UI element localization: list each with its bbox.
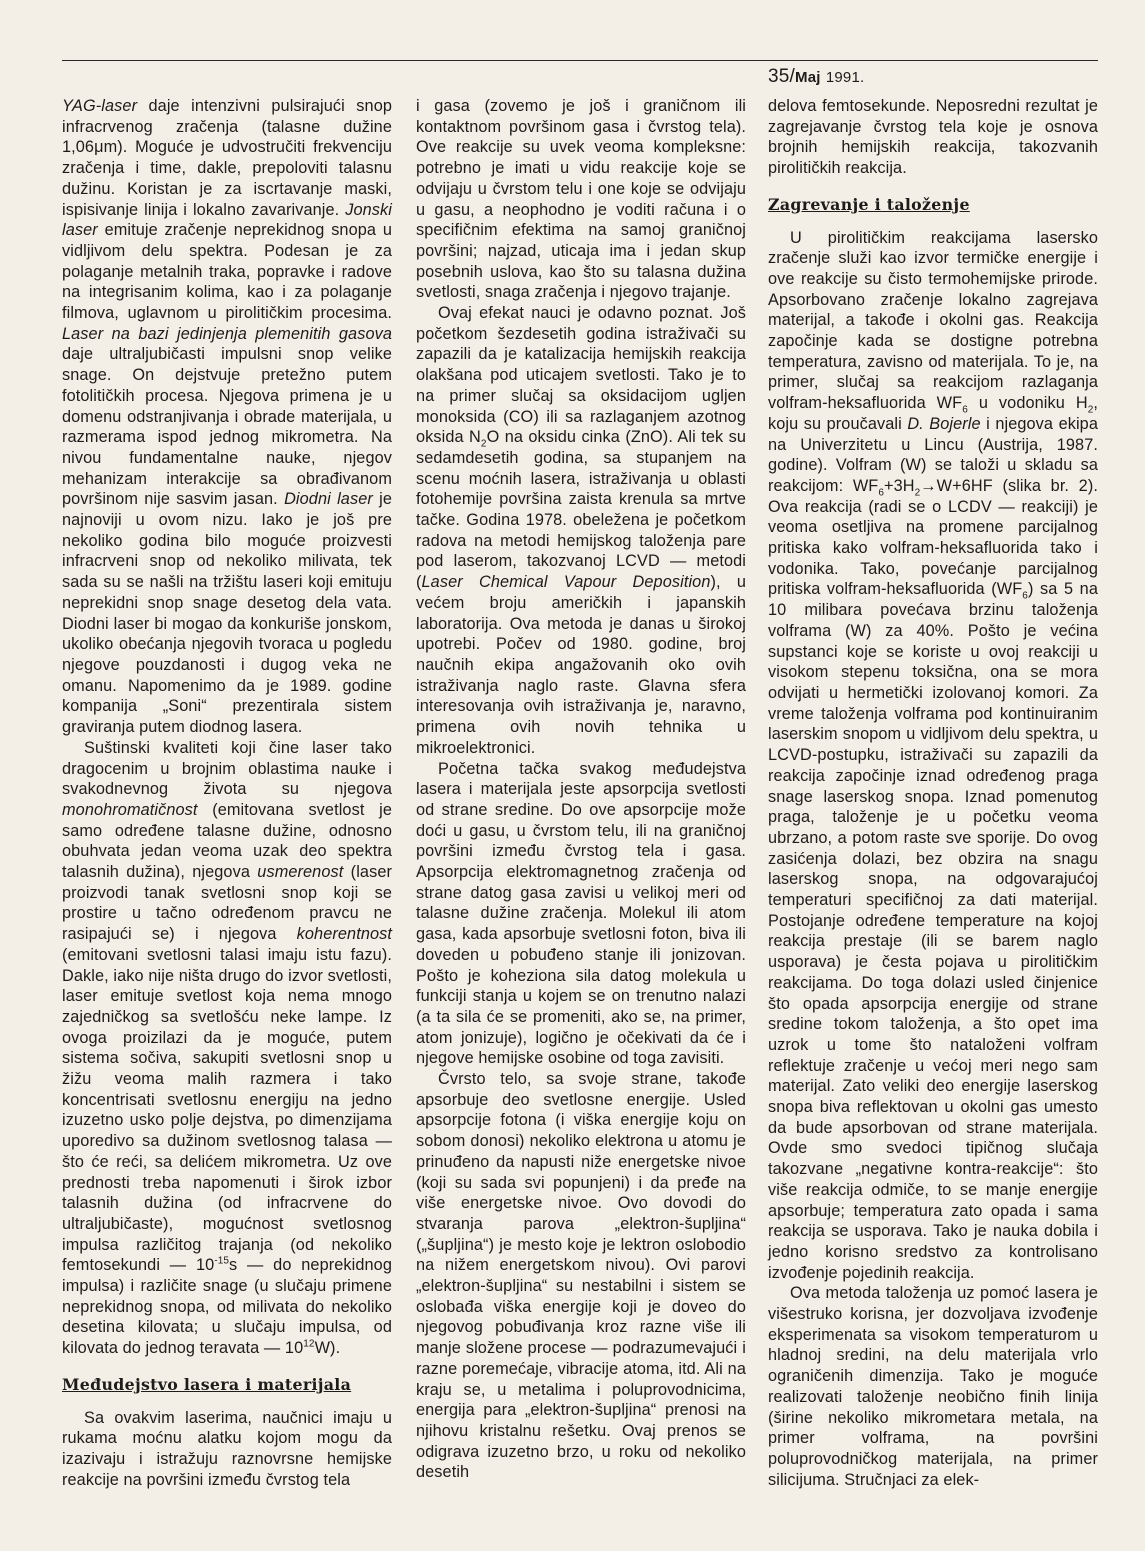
script-text: 2: [480, 438, 487, 450]
text-run: Početna tačka svakog međudejstva lasera i materijala jeste apsorpcija svetlosti od strane sredine. Do ove apsorpcije može doći u gasu, u čvrstom telu, ili na graničnoj površini između čvrstog tela i gasa. Apsorpcija elektromagnetnog zračenja od strane datog gasa zavisi u velikoj meri od talasne dužine zračenja. Molekul ili atom gasa, kada apsorbuje svetlosni foton, biva ili doveden u pobuđeno stanje ili jonizovan. Pošto je koheziona sila datog molekula u funkciji stanja u kojem se on trenutno nalazi (a ta sila će se promeniti, ako se, na primer, atom jonizuje), logično je očekivati da će i njegove hemijske osobine od toga zavisiti.: [416, 759, 746, 1068]
text-run: U pirolitičkim reakcijama lasersko zračenje služi kao izvor termičke energije i ove reakcije su čisto termohemijske prirode. Apsorbovano zračenje lokalno zagrejava materijal, a takođe i okolni gas. Reakcija započinje kada se dostigne potrebna temperatura, zavisno od materijala. To je, na primer, slučaj sa reakcijom razlaganja volfram-heksafluorida WF: [768, 228, 1098, 413]
emphasis-text: monohromatičnost: [62, 800, 198, 819]
text-run: delova femtosekunde. Neposredni rezultat je zagrejavanje čvrstog tela koje je osnova brojnih hemijskih reakcija, takozvanih pirolitičkih reakcija.: [768, 97, 1098, 178]
paragraph: [416, 759, 746, 1070]
text-run: daje ultraljubičasti impulsni snop velike snage. On dejstvuje pretežno putem fotolitičkih procesa. Njegova primena je u domenu odstranjivanja i obrade materijala, u razmerama ispod jednog mikrometra. Na nivou fundamentalne nauke, njegov mehanizam interakcije sa obrađivanom površinom nije sasvim jasan.: [62, 345, 392, 509]
text-run: i njegova ekipa na Univerzitetu u Lincu (Austrija, 1987. godine). Volfram (W) se taloži u skladu sa reakcijom: WF: [768, 414, 1098, 495]
emphasis-text: Laser Chemical Vapour Deposition: [421, 573, 711, 592]
text-run: Sa ovakvim laserima, naučnici imaju u rukama moćnu alatku kojom mogu da izazivaju i istražuju raznovrsne hemijske reakcije na površini između čvrstog tela: [62, 1408, 392, 1489]
text-run: ), u većem broju američkih i japanskih laboratorija. Ova metoda je danas u širokoj upotrebi. Počev od 1980. godine, broj naučnih ekipa angažovanih oko ovih istraživanja naglo raste. Glavna sfera interesovanja ovih istraživanja je, naravno, primena ovih novih tehnika u mikroelektronici.: [416, 573, 746, 757]
script-text: 6: [962, 404, 968, 416]
page-header: [768, 66, 864, 88]
page-number: 35/: [768, 66, 796, 87]
text-run: Ova metoda taloženja uz pomoć lasera je višestruko korisna, jer dozvoljava izvođenje eksperimenata sa visokom temperaturom u hladnoj sredini, na delu materijala vrlo ograničenih dimenzija. Tako je moguće realizovati taloženje neobično finih linija (širine nekoliko mikrometara metala, na primer volframa, na površini poluprovodničkog materijala, na primer silicijuma. Stručnjaci za elek-: [768, 1284, 1098, 1489]
issue-month: Maj: [795, 69, 821, 86]
header-rule: [62, 60, 1098, 61]
paragraph: [768, 96, 1098, 179]
emphasis-text: Jonski laser: [62, 200, 392, 240]
emphasis-text: Diodni laser: [284, 490, 373, 509]
text-run: (emitovani svetlosni talasi imaju istu fazu). Dakle, iako nije ništa drugo do izvor svetlosti, laser emituje svetlost koja nema mnogo zajedničkog sa svetlošću neke lampe. Iz ovoga proizilazi da je moguće, putem sistema sočiva, sakupiti svetlosni snop u žižu veoma malih razmera i tako koncentrisati svetlosnu energiju na jedno izuzetno usko polje dejstva, po dimenzijama uporedivo sa dužinom svetlosnog talasa — što će reći, sa delićem mikrometra. Uz ove prednosti treba napomenuti i širok izbor talasnih dužina (od infracrvene do ultraljubičaste), mogućnost svetlosnog impulsa različitog trajanja (od nekoliko femtosekundi — 10: [62, 945, 392, 1275]
text-run: s — do neprekidnog impulsa) i različite snage (u slučaju primene neprekidnog snopa, od milivata do nekoliko desetina kilovata; u slučaju impulsa, od kilovata do jednog teravata — 10: [62, 1256, 392, 1358]
text-run: →W+6HF (slika br. 2). Ova reakcija (radi se o LCDV — reakciji) je veoma osetljiva na promene parcijalnog pritiska kako volfram-heksafluorida tako i vodonika. Tako, povećanje parcijalnog pritiska volfram-heksafluorida (WF: [768, 476, 1098, 599]
paragraph: [416, 303, 746, 758]
emphasis-text: Laser na bazi jedinjenja plemenitih gasova: [62, 324, 392, 343]
script-text: 12: [303, 1338, 315, 1350]
paragraph: [62, 96, 392, 738]
paragraph: [768, 228, 1098, 1284]
text-column-3: [768, 96, 1098, 1490]
emphasis-text: D. Bojerle: [907, 414, 981, 433]
text-run: Čvrsto telo, sa svoje strane, takođe apsorbuje deo svetlosne energije. Usled apsorpcije fotona (i viška energije koju on sobom donosi) nekoliko elektrona u atomu je prinuđeno da napusti niže energetske nivoe (koji su sada svi popunjeni) i da pređe na više energetske nivoe. Ovo dovodi do stvaranja parova „elektron-šupljina“ („šupljina“) je mesto koje je lektron oslobodio na nižem energetskom nivou). Ovi parovi „elektron-šupljina“ su nestabilni i sistem se oslobađa viška energije koji je doveo do njegovog pobuđivanja kroz razne više ili manje složene procese — podrazumevajući i razne poremećaje, vibracije atoma, itd. Ali na kraju se, u metalima i poluprovodnicima, energija para „elektron-šupljina“ prenosi na njihovu kristalnu rešetku. Ovaj prenos se odigrava izuzetno brzo, u roku od nekoliko desetih: [416, 1070, 746, 1482]
issue-year: 1991.: [825, 69, 865, 86]
script-text: -15: [214, 1255, 230, 1267]
emphasis-text: koherentnost: [296, 925, 392, 944]
paragraph: [768, 1283, 1098, 1490]
text-run: , koju su proučavali: [768, 394, 1098, 433]
section-heading: Zagrevanje i taloženje: [768, 194, 970, 214]
emphasis-text: YAG-laser: [62, 97, 138, 115]
text-run: u vodoniku H: [967, 394, 1088, 413]
text-run: Ovaj efekat nauci je odavno poznat. Još početkom šezdesetih godina istraživači su zapazili da je katalizacija hemijskih reakcija olakšana pod uticajem svetlosti. Tako je to na primer slučaj sa oksidacijom ugljen monoksida (CO) ili sa razlaganjem azotnog oksida N: [416, 304, 746, 447]
text-run: (laser proizvodi tanak svetlosni snop koji se prostire u tačno određenom pravcu ne rasipajući se) i njegova: [62, 863, 392, 944]
text-run: O na oksidu cinka (ZnO). Ali tek su sedamdesetih godina, sa stupanjem na scenu moćnih lasera, istraživanja u oblasti fotohemije površina zaista krenula sa mrtve tačke. Godina 1978. obeležena je početkom radova na metodi hemijskog taloženja pare pod laserom, takozvanoj LCVD — metodi (: [416, 428, 746, 592]
text-column-1: [62, 96, 392, 1490]
text-run: (emitovana svetlost je samo određene talasne dužine, odnosno obuhvata jedan veoma uzak deo spektra talasnih dužina), njegova: [62, 800, 392, 882]
paragraph: [62, 738, 392, 1359]
script-text: 2: [914, 487, 921, 499]
text-run: i gasa (zovemo je još i graničnom ili kontaktnom površinom gasa i čvrstog tela). Ove reakcije su uvek veoma kompleksne: potrebno je imati u vidu reakcije koje se odvijaju u čvrstom telu i one koje se odvijaju u gasu, a neophodno je voditi računa i o specifičnim efektima na samoj graničnoj površini; najzad, uticaja ima i jedan skup posebnih uslova, kao što su talasna dužina svetlosti, snaga zračenja i njegovo trajanje.: [416, 97, 746, 302]
text-run: daje intenzivni pulsirajući snop infracrvenog zračenja (talasne dužine 1,06μm). Moguće je udvostručiti frekvenciju zračenja i time, dakle, prepoloviti talasnu dužinu. Koristan je za iscrtavanje maski, ispisivanje linija i lokalno zavarivanje.: [62, 97, 392, 219]
script-text: 6: [878, 487, 884, 499]
text-column-2: [416, 96, 746, 1483]
script-text: 6: [1022, 590, 1028, 602]
script-text: 2: [1087, 404, 1094, 416]
text-run: emituje zračenje neprekidnog snopa u vidljivom delu spektra. Podesan je za polaganje metalnih traka, popravke i radove na integrisanim kolima, kao i za polaganje filmova, uglavnom u pirolitičkim procesima.: [62, 221, 392, 323]
section-heading: Međudejstvo lasera i materijala: [62, 1374, 352, 1394]
text-run: ) sa 5 na 10 milibara povećava brzinu taloženja volframa (W) za 40%. Pošto je većina supstanci koje se koriste u ovoj reakciji u visokom stepenu toksična, ona se mora odvijati u hermetički izolovanoj komori. Za vreme taloženja volframa pod kontinuiranim laserskim snopom u vidljivom delu spektra, u LCVD-postupku, istraživači su zapazili da reakcija započinje iznad određenog praga snage laserskog snopa. Iznad pomenutog praga, taloženje je u početku veoma ubrzano, a potom raste sve sporije. Do ovog zasićenja dolazi, bez obzira na snagu laserskog snopa, na odgovarajućoj temperaturi specifičnoj za dati materijal. Postojanje određene temperature na kojoj reakcija prestaje (ili se barem naglo usporava) je česta pojava u pirolitičkim reakcijama. Do toga dolazi usled činjenice što opada apsorpcija energije od strane sredine tokom taloženja, a što opet ima uzrok u tome što nataloženi volfram reflektuje zračenje u većoj meri nego sam materijal. Zato veliki deo energije laserskog snopa biva reflektovan u okolni gas umesto da bude apsorbovan od strane materijala. Ovde smo svedoci tipičnog slučaja takozvane „negativne kontra-reakcije“: što više reakcija odmiče, to se manje energije apsorbuje; temperatura zato opada i sama reakcija se usporava. Tako je nauka dobila i jedno korisno sredstvo za kontrolisano izvođenje pojedinih reakcija.: [768, 580, 1098, 1282]
paragraph: [416, 96, 746, 303]
text-run: W).: [314, 1339, 341, 1358]
text-run: je najnoviji u ovom nizu. Iako je još pre nekoliko godina bilo moguće proizvesti infracrveni snop od nekoliko milivata, tek sada su se našli na tržištu laseri koji emituju neprekidni snop snage desetog dela vata. Diodni laser bi mogao da konkuriše jonskom, ukoliko obećanja njegovih tvoraca u pogledu njegove pouzdanosti i dugog veka ne omanu. Napomenimo da je 1989. godine kompanija „Soni“ prezentirala sistem graviranja putem diodnog lasera.: [62, 490, 393, 737]
text-run: Suštinski kvaliteti koji čine laser tako dragocenim u brojnim oblastima nauke i svakodnevnog života su njegova: [62, 738, 392, 799]
paragraph: [416, 1069, 746, 1483]
emphasis-text: usmerenost: [257, 863, 344, 882]
text-run: +3H: [884, 476, 915, 495]
paragraph: [62, 1408, 392, 1491]
